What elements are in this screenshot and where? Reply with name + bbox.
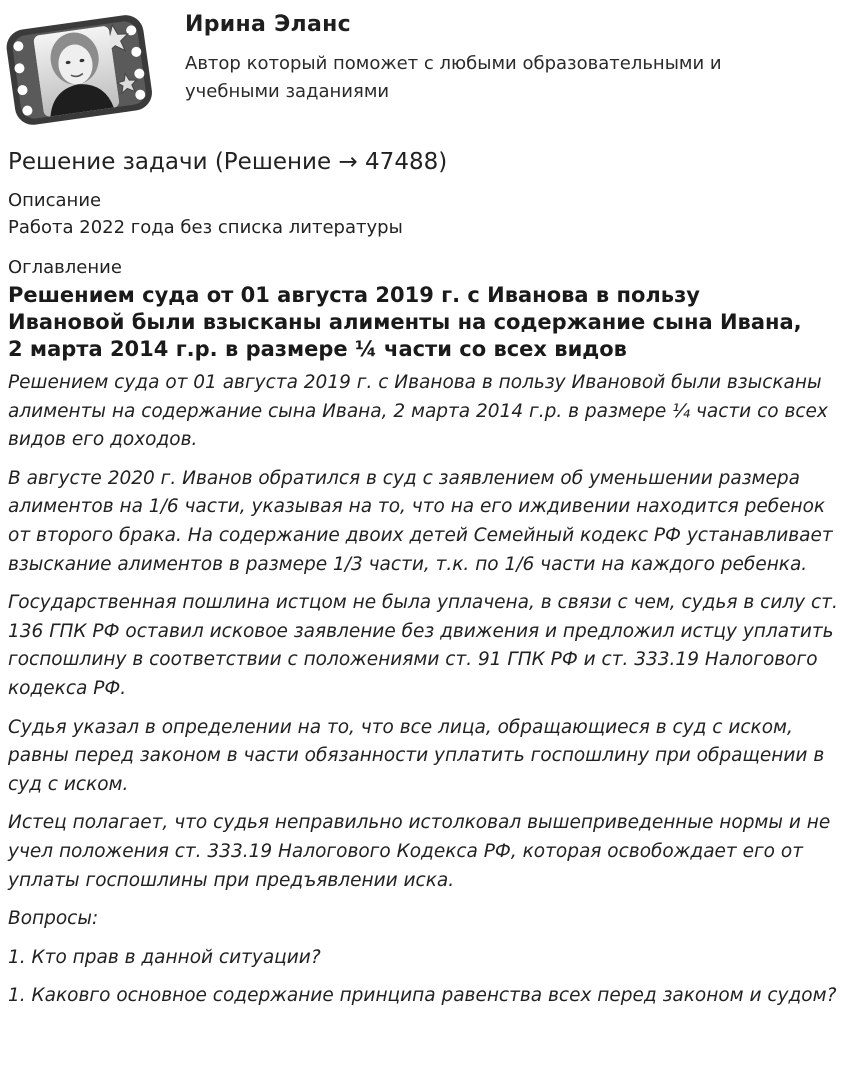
author-name: Ирина Эланс bbox=[185, 12, 351, 37]
paragraph-2: В августе 2020 г. Иванов обратился в суд с заявлением об уменьшении размера алиментов на 1/6 части, указывая на то, что на его иждивении находится ребенок от второго брака. На содержание двоих детей Семейный кодекс РФ устанавливает взыскание алиментов в размере 1/3 части, т.к. по 1/6 части на каждого ребенка. bbox=[8, 467, 833, 575]
toc-label: Оглавление bbox=[8, 257, 122, 278]
paragraph-3: Государственная пошлина истцом не была уплачена, в связи с чем, судья в силу ст. 136 ГПК РФ оставил исковое заявление без движения и предложил истцу уплатить госпошлину в соответствии с положениями ст. 91 ГПК РФ и ст. 333.19 Налогового кодекса РФ. bbox=[8, 592, 838, 699]
paragraph-4: Судья указал в определении на то, что все лица, обращающиеся в суд с иском, равны перед законом в части обязанности уплатить госпошлину при обращении в суд с иском. bbox=[8, 716, 825, 795]
description-label: Описание bbox=[8, 190, 102, 211]
question-2: 1. Каковго основное содержание принципа равенства всех перед законом и судом? bbox=[8, 985, 837, 1007]
toc-heading: Решением суда от 01 августа 2019 г. с Иванова в пользу Ивановой были взысканы алименты на содержание сына Ивана, 2 марта 2014 г.р. в размере ¼ части со всех видов bbox=[8, 283, 802, 361]
paragraph-5: Истец полагает, что судья неправильно истолковал вышеприведенные нормы и не учел положения ст. 333.19 Налогового Кодекса РФ, которая освобождает его от уплаты госпошлины при предъявлении иска. bbox=[8, 812, 831, 891]
question-1: 1. Кто прав в данной ситуации? bbox=[8, 946, 321, 968]
author-avatar bbox=[6, 8, 152, 128]
paragraph-1: Решением суда от 01 августа 2019 г. с Иванова в пользу Ивановой были взысканы алименты на содержание сына Ивана, 2 марта 2014 г.р. в размере ¼ части со всех видов его доходов. bbox=[8, 372, 828, 451]
page-title: Решение задачи (Решение → 47488) bbox=[8, 149, 448, 175]
author-block bbox=[0, 0, 847, 140]
author-description: Автор который поможет с любыми образовательными и учебными заданиями bbox=[185, 53, 722, 102]
task-body bbox=[8, 369, 838, 1021]
questions-label: Вопросы: bbox=[8, 908, 99, 930]
description-text: Работа 2022 года без списка литературы bbox=[8, 217, 403, 238]
